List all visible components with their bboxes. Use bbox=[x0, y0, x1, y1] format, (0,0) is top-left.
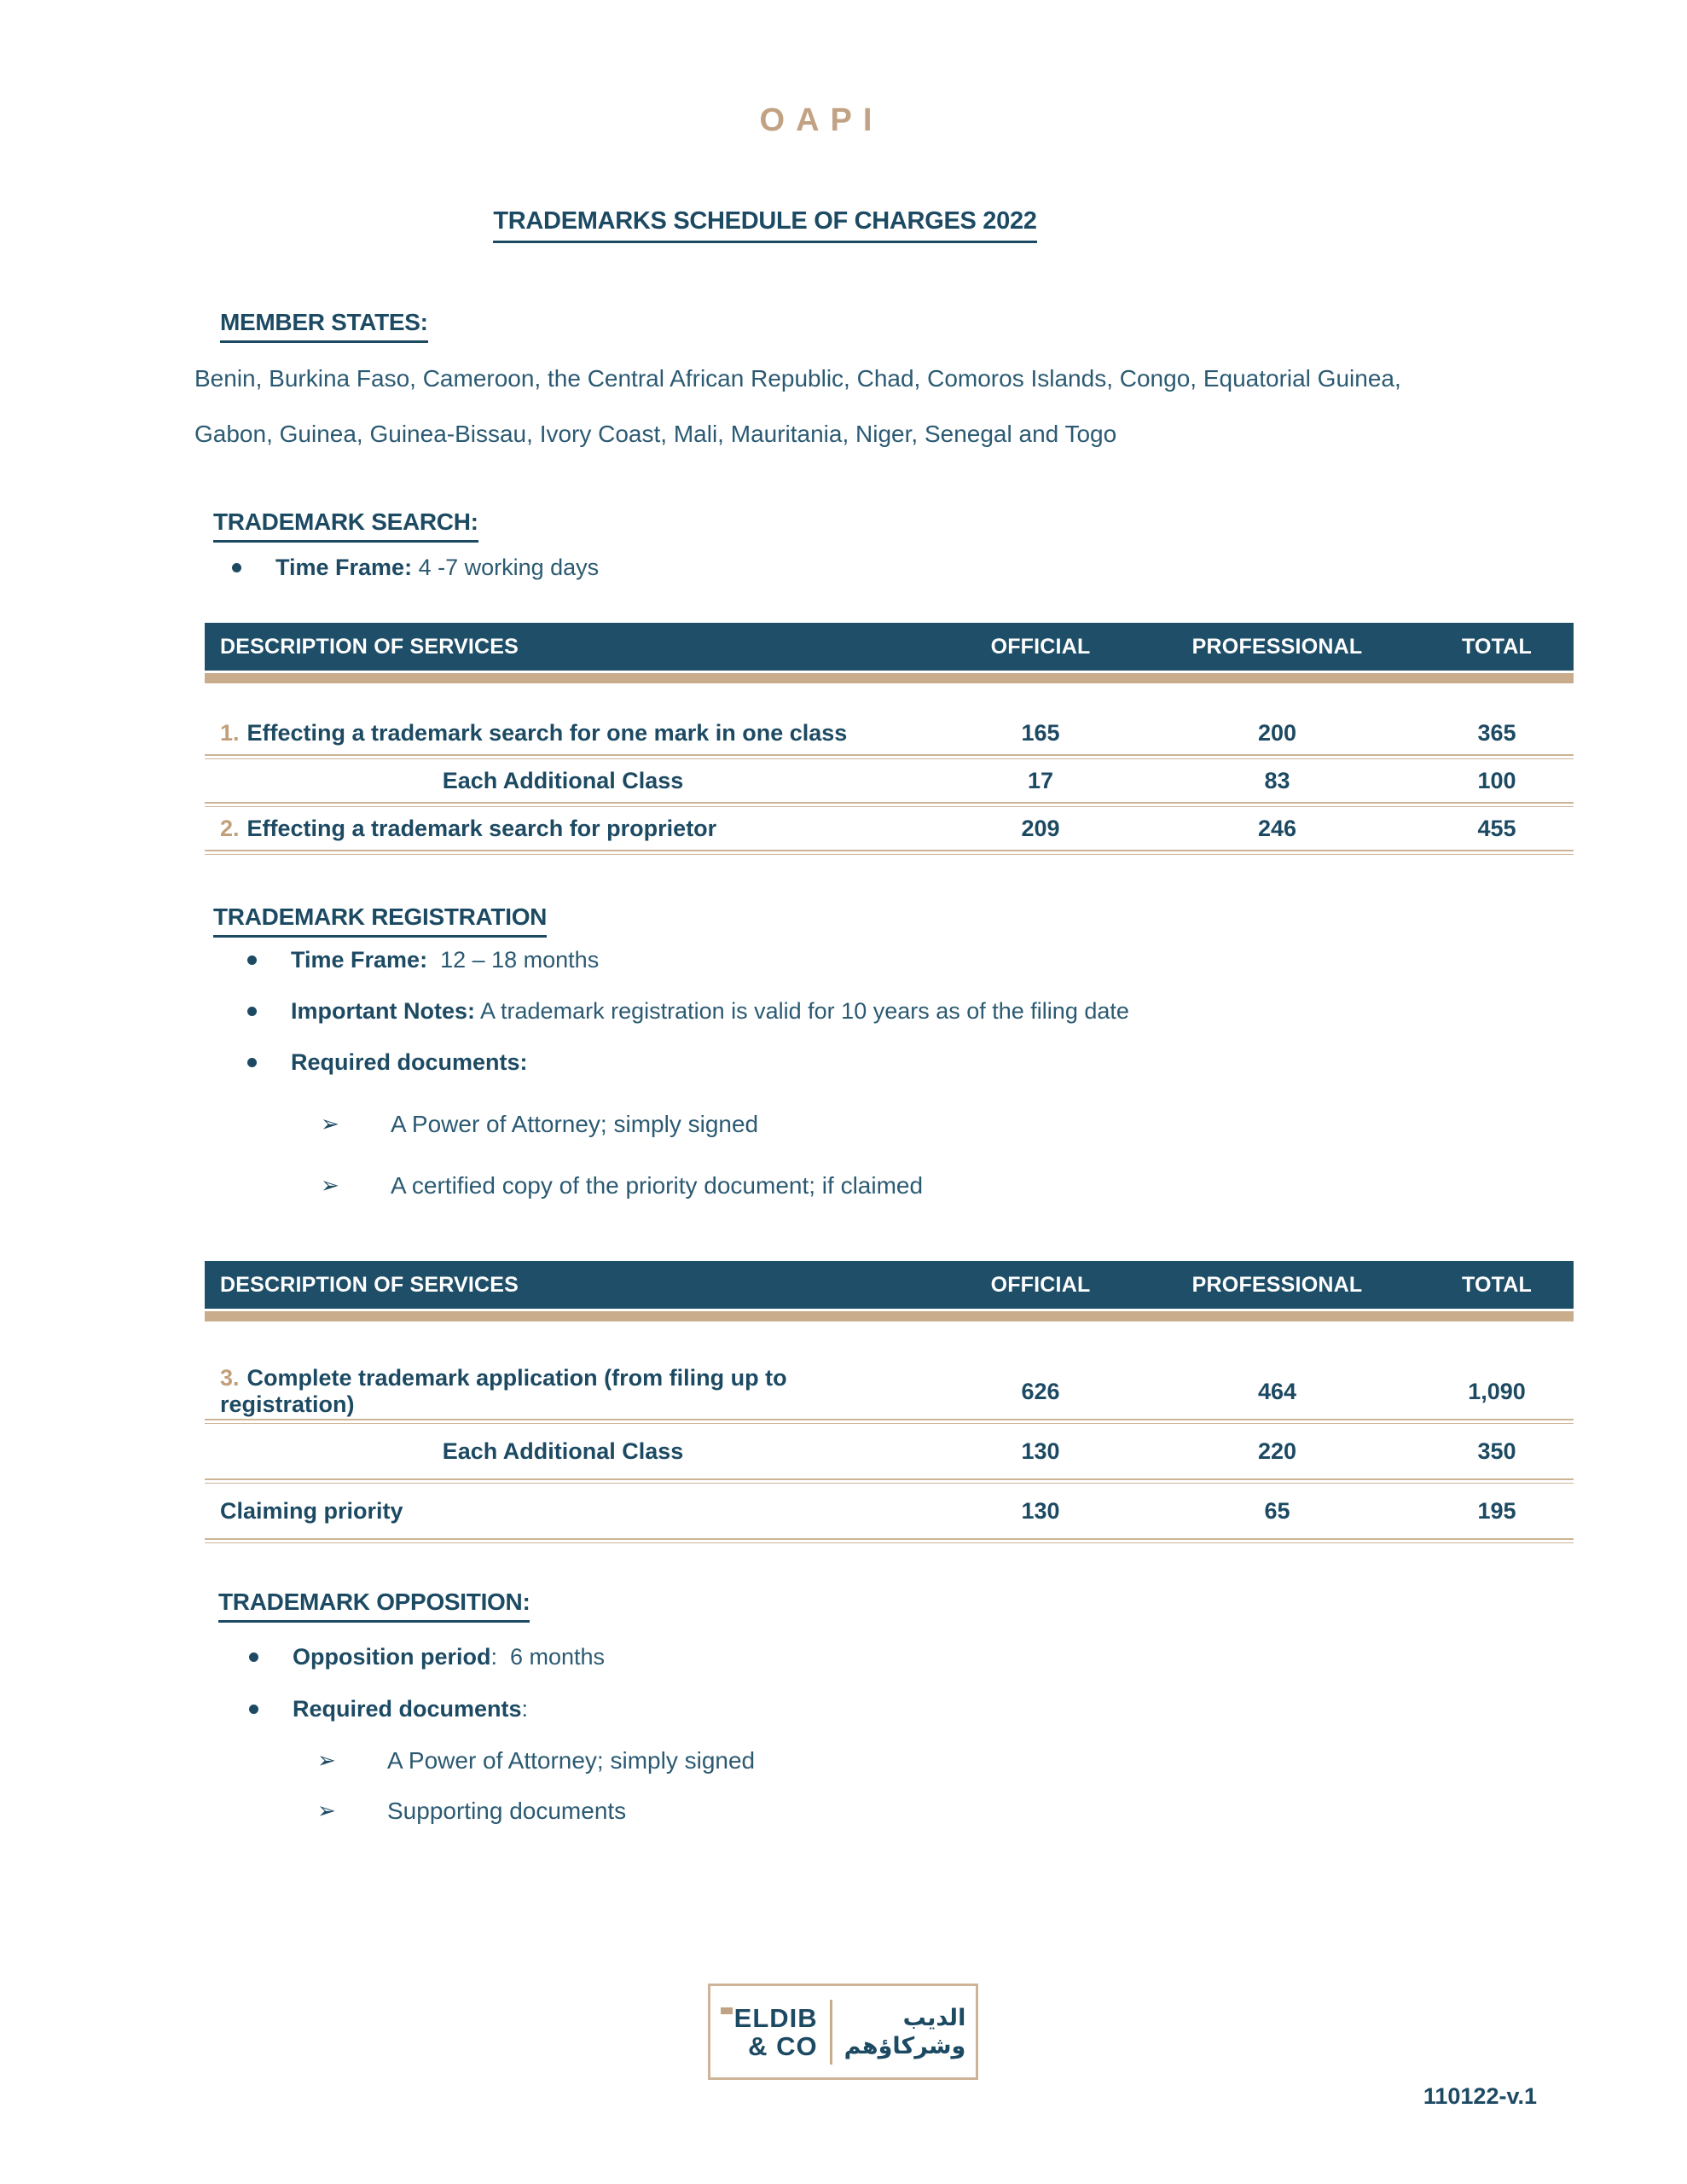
row-number: 2. bbox=[220, 815, 240, 841]
arrow-bullet-icon: ➢ bbox=[317, 1748, 336, 1774]
official-fee: 130 bbox=[1021, 1438, 1060, 1464]
opposition-period-bullet: Opposition period: 6 months bbox=[249, 1644, 605, 1670]
official-fee: 165 bbox=[1021, 719, 1060, 746]
bullet-dot-icon bbox=[247, 1058, 257, 1067]
official-fee: 626 bbox=[1021, 1378, 1060, 1404]
logo-arabic-text: الديب وشركاؤهم bbox=[844, 2004, 966, 2059]
member-states-line2: Gabon, Guinea, Guinea-Bissau, Ivory Coast, Mali, Mauritania, Niger, Senegal and Togo bbox=[194, 421, 1117, 447]
professional-fee: 220 bbox=[1257, 1438, 1297, 1464]
row-divider bbox=[205, 850, 1574, 855]
table-row bbox=[205, 1364, 1574, 1419]
header-accent-bar bbox=[205, 1311, 1574, 1321]
professional-fee: 65 bbox=[1264, 1497, 1290, 1524]
logo-latin-text: ELDIB & CO bbox=[721, 2004, 818, 2060]
eldib-co-logo bbox=[708, 1984, 978, 2080]
row-number: 3. bbox=[220, 1365, 240, 1391]
title-row bbox=[0, 207, 1530, 243]
registration-sub-poa: ➢ A Power of Attorney; simply signed bbox=[321, 1111, 759, 1137]
table-row bbox=[205, 807, 1574, 850]
search-timeframe-bullet bbox=[232, 555, 599, 581]
registration-notes-bullet: Important Notes: A trademark registration is valid for 10 years as of the filing date bbox=[247, 998, 1129, 1025]
opposition-sub-poa: ➢ A Power of Attorney; simply signed bbox=[317, 1747, 756, 1774]
member-states-line1: Benin, Burkina Faso, Cameroon, the Central African Republic, Chad, Comoros Islands, Congo, Equatorial Guinea, bbox=[194, 365, 1401, 392]
official-fee: 17 bbox=[1027, 767, 1054, 793]
arrow-bullet-icon: ➢ bbox=[321, 1173, 339, 1199]
row-description: Each Additional Class bbox=[442, 1438, 684, 1464]
row-number: 1. bbox=[220, 719, 240, 746]
trademark-search-heading: TRADEMARK SEARCH: bbox=[213, 508, 478, 543]
registration-timeframe-bullet: Time Frame: 12 – 18 months bbox=[247, 947, 599, 973]
opposition-documents-bullet: Required documents: bbox=[249, 1696, 528, 1722]
row-description: Effecting a trademark search for one mark in one class bbox=[246, 719, 848, 746]
row-divider bbox=[205, 1538, 1574, 1543]
brand-oapi: OAPI bbox=[759, 102, 884, 138]
total-fee: 455 bbox=[1477, 815, 1516, 841]
trademark-registration-heading: TRADEMARK REGISTRATION bbox=[213, 903, 547, 938]
table-row bbox=[205, 1424, 1574, 1478]
search-fees-table bbox=[205, 623, 1574, 855]
total-fee: 365 bbox=[1477, 719, 1516, 746]
opposition-sub-supporting: ➢ Supporting documents bbox=[317, 1798, 627, 1824]
table-header-row bbox=[205, 1261, 1574, 1309]
trademark-opposition-heading: TRADEMARK OPPOSITION: bbox=[218, 1589, 530, 1623]
bullet-dot-icon bbox=[232, 563, 241, 572]
total-fee: 350 bbox=[1477, 1438, 1516, 1464]
member-states-heading-row bbox=[220, 309, 428, 343]
professional-fee: 464 bbox=[1257, 1378, 1297, 1404]
col-header-total: TOTAL bbox=[1461, 1272, 1532, 1297]
professional-fee: 83 bbox=[1264, 767, 1290, 793]
col-header-description: DESCRIPTION OF SERVICES bbox=[220, 1272, 519, 1297]
total-fee: 100 bbox=[1477, 767, 1516, 793]
table-row bbox=[205, 1484, 1574, 1538]
trademark-opposition-heading-row bbox=[218, 1589, 530, 1623]
table-row bbox=[205, 759, 1574, 802]
trademark-search-heading-row bbox=[213, 508, 478, 543]
table-header-row bbox=[205, 623, 1574, 671]
row-description: Effecting a trademark search for proprietor bbox=[246, 815, 717, 841]
row-description: Claiming priority bbox=[220, 1497, 403, 1524]
document-version: 110122-v.1 bbox=[1423, 2083, 1537, 2109]
arrow-bullet-icon: ➢ bbox=[321, 1112, 339, 1137]
member-states-heading: MEMBER STATES: bbox=[220, 309, 428, 343]
professional-fee: 246 bbox=[1257, 815, 1297, 841]
registration-documents-bullet: Required documents: bbox=[247, 1049, 528, 1076]
col-header-official: OFFICIAL bbox=[990, 1272, 1091, 1297]
col-header-description: DESCRIPTION OF SERVICES bbox=[220, 634, 519, 659]
bullet-dot-icon bbox=[249, 1705, 258, 1714]
row-description: Complete trademark application (from filing up to registration) bbox=[220, 1365, 787, 1417]
registration-sub-priority-doc: ➢ A certified copy of the priority document; if claimed bbox=[321, 1172, 924, 1199]
header-accent-bar bbox=[205, 673, 1574, 683]
bullet-dot-icon bbox=[247, 1007, 257, 1016]
col-header-official: OFFICIAL bbox=[990, 634, 1091, 659]
search-timeframe-text: Time Frame: 4 -7 working days bbox=[275, 555, 600, 580]
total-fee: 195 bbox=[1477, 1497, 1516, 1524]
table-row bbox=[205, 712, 1574, 754]
official-fee: 209 bbox=[1021, 815, 1060, 841]
official-fee: 130 bbox=[1021, 1497, 1060, 1524]
bullet-dot-icon bbox=[249, 1653, 258, 1662]
trademark-registration-heading-row bbox=[213, 903, 547, 938]
logo-divider bbox=[830, 2000, 832, 2065]
bullet-dot-icon bbox=[247, 956, 257, 965]
row-description: Each Additional Class bbox=[442, 767, 684, 793]
total-fee: 1,090 bbox=[1468, 1378, 1526, 1404]
arrow-bullet-icon: ➢ bbox=[317, 1798, 336, 1824]
col-header-professional: PROFESSIONAL bbox=[1191, 634, 1363, 659]
registration-fees-table bbox=[205, 1261, 1574, 1543]
col-header-total: TOTAL bbox=[1461, 634, 1532, 659]
logo-key-icon bbox=[721, 2007, 733, 2014]
professional-fee: 200 bbox=[1257, 719, 1297, 746]
col-header-professional: PROFESSIONAL bbox=[1191, 1272, 1363, 1297]
page-title: TRADEMARKS SCHEDULE OF CHARGES 2022 bbox=[493, 207, 1036, 243]
